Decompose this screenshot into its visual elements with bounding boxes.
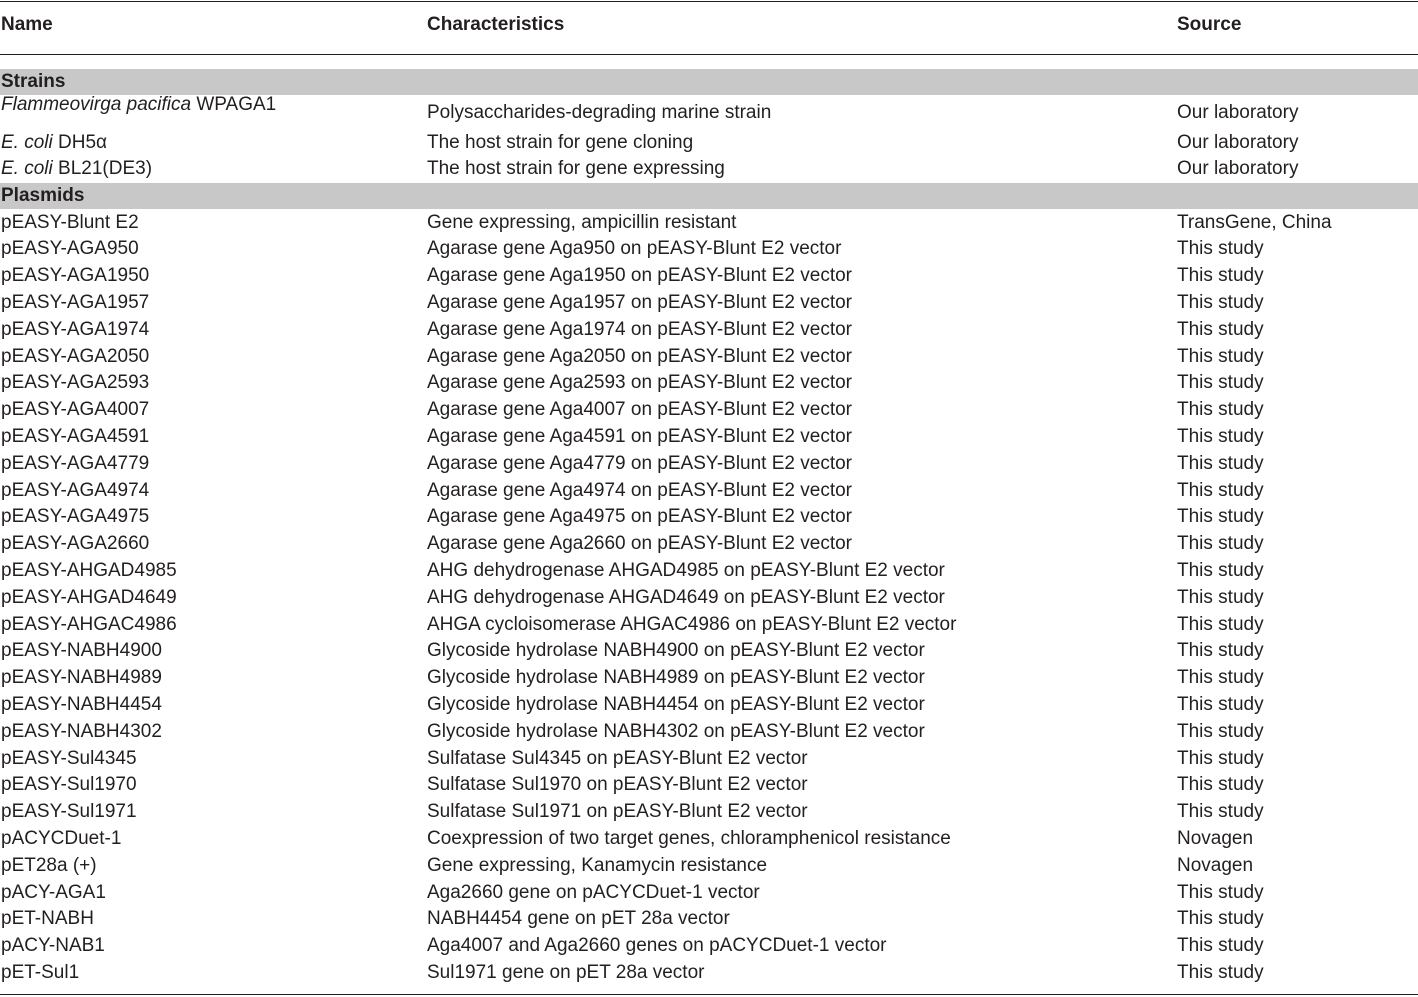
cell-name: pEASY-Sul1971 — [1, 801, 137, 823]
section-header-plasmids — [0, 183, 1418, 209]
cell-name: pEASY-AHGAC4986 — [1, 613, 177, 635]
cell-characteristics: Glycoside hydrolase NABH4454 on pEASY-Blunt E2 vector — [427, 693, 925, 715]
cell-source: This study — [1177, 238, 1264, 260]
cell-characteristics: Sulfatase Sul1971 on pEASY-Blunt E2 vector — [427, 801, 808, 823]
cell-name: pEASY-AGA4007 — [1, 399, 150, 421]
cell-name: pACY-NAB1 — [1, 935, 105, 957]
table-row — [0, 692, 1418, 719]
cell-source: This study — [1177, 399, 1264, 421]
cell-source: TransGene, China — [1177, 211, 1332, 233]
cell-characteristics: The host strain for gene cloning — [427, 132, 694, 153]
strain-designation: DH5α — [58, 132, 108, 153]
table-row — [0, 130, 1418, 157]
cell-name: pEASY-AGA950 — [1, 238, 139, 260]
table-row — [0, 906, 1418, 933]
cell-source: This study — [1177, 720, 1264, 742]
cell-name: pEASY-NABH4900 — [1, 640, 162, 662]
table-row — [0, 236, 1418, 263]
table-row — [0, 344, 1418, 371]
table-row — [0, 960, 1418, 987]
cell-characteristics: Agarase gene Aga1950 on pEASY-Blunt E2 vector — [427, 265, 852, 287]
cell-source: This study — [1177, 265, 1264, 287]
cell-characteristics: Aga2660 gene on pACYCDuet-1 vector — [427, 881, 760, 903]
table-top-rule — [0, 1, 1418, 2]
cell-characteristics: Gene expressing, ampicillin resistant — [427, 211, 737, 233]
cell-characteristics: Agarase gene Aga4974 on pEASY-Blunt E2 vector — [427, 479, 852, 501]
cell-source: This study — [1177, 908, 1264, 930]
cell-characteristics: Agarase gene Aga4975 on pEASY-Blunt E2 vector — [427, 506, 852, 528]
cell-source: This study — [1177, 452, 1264, 474]
cell-source: This study — [1177, 533, 1264, 555]
cell-characteristics: Polysaccharides-degrading marine strain — [427, 102, 772, 123]
table-row — [0, 772, 1418, 799]
cell-characteristics: Agarase gene Aga1957 on pEASY-Blunt E2 vector — [427, 291, 852, 313]
table-row — [0, 156, 1418, 183]
cell-source: This study — [1177, 559, 1264, 581]
cell-name — [1, 130, 107, 156]
cell-characteristics: Glycoside hydrolase NABH4989 on pEASY-Blunt E2 vector — [427, 667, 925, 689]
cell-characteristics: Aga4007 and Aga2660 genes on pACYCDuet-1 vector — [427, 935, 887, 957]
cell-characteristics: Agarase gene Aga4779 on pEASY-Blunt E2 vector — [427, 452, 852, 474]
cell-characteristics: AHGA cycloisomerase AHGAC4986 on pEASY-Blunt E2 vector — [427, 613, 957, 635]
cell-source: This study — [1177, 372, 1264, 394]
cell-name: pEASY-AGA2660 — [1, 533, 150, 555]
cell-name: pEASY-AGA2593 — [1, 372, 150, 394]
header-source: Source — [1177, 14, 1242, 35]
table-row — [0, 638, 1418, 665]
cell-name: pEASY-AGA4591 — [1, 425, 150, 447]
table-row — [0, 504, 1418, 531]
section-label: Strains — [1, 71, 66, 92]
cell-characteristics: The host strain for gene expressing — [427, 158, 725, 179]
cell-name: pET-Sul1 — [1, 961, 80, 983]
cell-name: pEASY-AHGAD4985 — [1, 559, 177, 581]
table-row — [0, 94, 1418, 127]
cell-source: This study — [1177, 801, 1264, 823]
cell-name: pEASY-Sul1970 — [1, 774, 137, 796]
cell-source: This study — [1177, 881, 1264, 903]
cell-name: pEASY-AGA1974 — [1, 318, 150, 340]
cell-characteristics: AHG dehydrogenase AHGAD4649 on pEASY-Blunt E2 vector — [427, 586, 945, 608]
cell-source: This study — [1177, 747, 1264, 769]
cell-name: pET28a (+) — [1, 854, 97, 876]
cell-source: This study — [1177, 291, 1264, 313]
cell-source: This study — [1177, 961, 1264, 983]
cell-characteristics: Glycoside hydrolase NABH4302 on pEASY-Blunt E2 vector — [427, 720, 925, 742]
strain-designation: BL21(DE3) — [58, 158, 153, 179]
cell-source: Our laboratory — [1177, 102, 1299, 123]
section-label: Plasmids — [1, 185, 85, 206]
cell-characteristics: Agarase gene Aga4007 on pEASY-Blunt E2 vector — [427, 399, 852, 421]
table-row — [0, 370, 1418, 397]
table-row — [0, 933, 1418, 960]
cell-name: pEASY-AGA1957 — [1, 291, 150, 313]
cell-characteristics: Agarase gene Aga2050 on pEASY-Blunt E2 vector — [427, 345, 852, 367]
cell-name: pEASY-AGA1950 — [1, 265, 150, 287]
cell-name: pEASY-NABH4989 — [1, 667, 162, 689]
organism-genus-species: E. coli — [1, 158, 53, 179]
table-header-rule — [0, 54, 1418, 55]
cell-name: pEASY-AGA4974 — [1, 479, 150, 501]
cell-characteristics: Agarase gene Aga1974 on pEASY-Blunt E2 vector — [427, 318, 852, 340]
cell-source: This study — [1177, 774, 1264, 796]
cell-name: pEASY-Blunt E2 — [1, 211, 139, 233]
table-row — [0, 424, 1418, 451]
table-row — [0, 719, 1418, 746]
cell-name: pEASY-AGA4779 — [1, 452, 150, 474]
cell-name: pEASY-AGA4975 — [1, 506, 150, 528]
table-row — [0, 799, 1418, 826]
cell-name — [1, 92, 276, 118]
organism-genus-species: Flammeovirga pacifica — [1, 94, 192, 115]
cell-source: This study — [1177, 613, 1264, 635]
cell-source: This study — [1177, 640, 1264, 662]
cell-source: This study — [1177, 935, 1264, 957]
table-row — [0, 263, 1418, 290]
header-name: Name — [1, 14, 53, 35]
cell-characteristics: Agarase gene Aga950 on pEASY-Blunt E2 vector — [427, 238, 842, 260]
table-row — [0, 210, 1418, 237]
table-row — [0, 612, 1418, 639]
cell-source: This study — [1177, 693, 1264, 715]
cell-source: This study — [1177, 586, 1264, 608]
header-characteristics: Characteristics — [427, 14, 565, 35]
table-row — [0, 853, 1418, 880]
cell-name: pEASY-NABH4302 — [1, 720, 162, 742]
cell-source: This study — [1177, 479, 1264, 501]
cell-characteristics: AHG dehydrogenase AHGAD4985 on pEASY-Blunt E2 vector — [427, 559, 945, 581]
cell-name: pEASY-AGA2050 — [1, 345, 150, 367]
table-row — [0, 290, 1418, 317]
table-row — [0, 585, 1418, 612]
cell-source: This study — [1177, 345, 1264, 367]
cell-source: This study — [1177, 318, 1264, 340]
cell-name: pET-NABH — [1, 908, 94, 930]
table-row — [0, 451, 1418, 478]
cell-characteristics: Coexpression of two target genes, chloramphenicol resistance — [427, 827, 951, 849]
cell-source: Novagen — [1177, 854, 1254, 876]
cell-name: pEASY-NABH4454 — [1, 693, 162, 715]
cell-characteristics: Glycoside hydrolase NABH4900 on pEASY-Blunt E2 vector — [427, 640, 925, 662]
cell-source: Our laboratory — [1177, 132, 1299, 153]
table-bottom-rule — [0, 994, 1418, 995]
strain-designation: WPAGA1 — [196, 94, 277, 115]
organism-genus-species: E. coli — [1, 132, 53, 153]
cell-characteristics: Agarase gene Aga2593 on pEASY-Blunt E2 vector — [427, 372, 852, 394]
table-row — [0, 665, 1418, 692]
cell-characteristics: Gene expressing, Kanamycin resistance — [427, 854, 768, 876]
cell-characteristics: Sulfatase Sul1970 on pEASY-Blunt E2 vector — [427, 774, 808, 796]
cell-source: Novagen — [1177, 827, 1254, 849]
cell-characteristics: Sul1971 gene on pET 28a vector — [427, 961, 705, 983]
cell-source: This study — [1177, 425, 1264, 447]
table-row — [0, 558, 1418, 585]
cell-characteristics: Agarase gene Aga2660 on pEASY-Blunt E2 vector — [427, 533, 852, 555]
table-row — [0, 397, 1418, 424]
table-row — [0, 531, 1418, 558]
table-row — [0, 826, 1418, 853]
table-row — [0, 746, 1418, 773]
table-row — [0, 478, 1418, 505]
cell-name: pACYCDuet-1 — [1, 827, 122, 849]
cell-name: pEASY-AHGAD4649 — [1, 586, 177, 608]
cell-source: This study — [1177, 667, 1264, 689]
cell-characteristics: NABH4454 gene on pET 28a vector — [427, 908, 730, 930]
cell-characteristics: Sulfatase Sul4345 on pEASY-Blunt E2 vector — [427, 747, 808, 769]
cell-name — [1, 156, 152, 182]
table-header-row — [0, 14, 1418, 42]
cell-name: pEASY-Sul4345 — [1, 747, 137, 769]
cell-source: This study — [1177, 506, 1264, 528]
table-row — [0, 880, 1418, 907]
cell-source: Our laboratory — [1177, 158, 1299, 179]
cell-name: pACY-AGA1 — [1, 881, 106, 903]
cell-characteristics: Agarase gene Aga4591 on pEASY-Blunt E2 vector — [427, 425, 852, 447]
table-row — [0, 317, 1418, 344]
